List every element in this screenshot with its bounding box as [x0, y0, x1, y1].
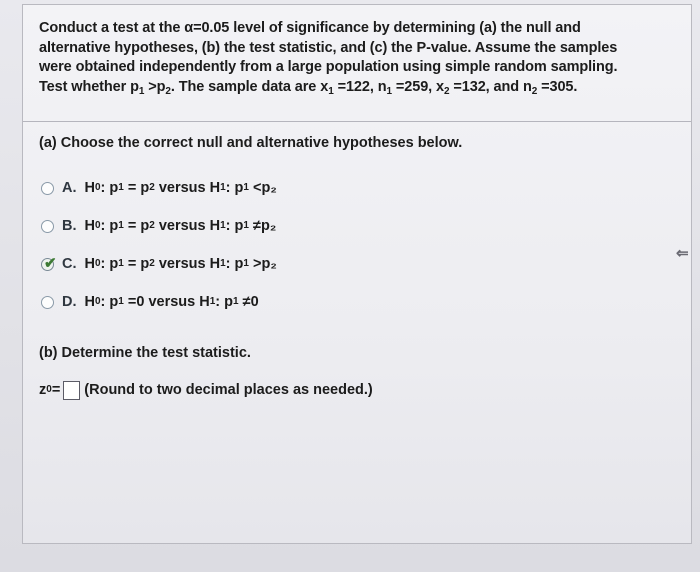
question-line-2: alternative hypotheses, (b) the test statistic, and (c) the P-value. Assume the samples — [39, 39, 618, 56]
option-d[interactable]: D. H 0 : p 1 = 0 versus H 1 : p 1 ≠ 0 — [41, 291, 259, 313]
radio-button-b[interactable] — [41, 220, 54, 233]
rounding-note: (Round to two decimal places as needed.) — [84, 382, 373, 398]
part-a-heading: (a) Choose the correct null and alternative hypotheses below. — [39, 135, 463, 151]
test-statistic-row: z 0 = (Round to two decimal places as needed.) — [39, 382, 373, 398]
option-b[interactable]: B. H 0 : p 1 = p 2 versus H 1 : p 1 ≠ p₂ — [41, 215, 276, 237]
radio-button-a[interactable] — [41, 182, 54, 195]
radio-button-d[interactable] — [41, 296, 54, 309]
question-panel — [22, 4, 692, 544]
question-line-1: Conduct a test at the α=0.05 level of significance by determining (a) the null and — [39, 20, 581, 36]
option-a[interactable]: A. H 0 : p 1 = p 2 versus H 1 : p 1 < p₂ — [41, 177, 277, 199]
question-line-3: were obtained independently from a large population using simple random sampling. — [39, 59, 618, 75]
check-icon: ✔ — [44, 254, 57, 272]
test-statistic-input[interactable] — [63, 381, 80, 400]
option-c[interactable]: ✔ C. H 0 : p 1 = p 2 versus H 1 : p 1 > p₂ — [41, 253, 277, 275]
section-divider — [23, 121, 691, 122]
question-text — [39, 19, 679, 97]
radio-button-c[interactable] — [41, 254, 57, 272]
question-line-4: Test whether $p_1 >p_2$. The sample data are $x_1 =122$, $n_1 =259$, $x_2 =132$, and $n_2 =305$. — [39, 78, 578, 97]
arrow-icon[interactable]: ⇐ — [676, 245, 689, 262]
alpha-symbol: α — [184, 20, 194, 36]
part-b-heading: (b) Determine the test statistic. — [39, 345, 251, 361]
